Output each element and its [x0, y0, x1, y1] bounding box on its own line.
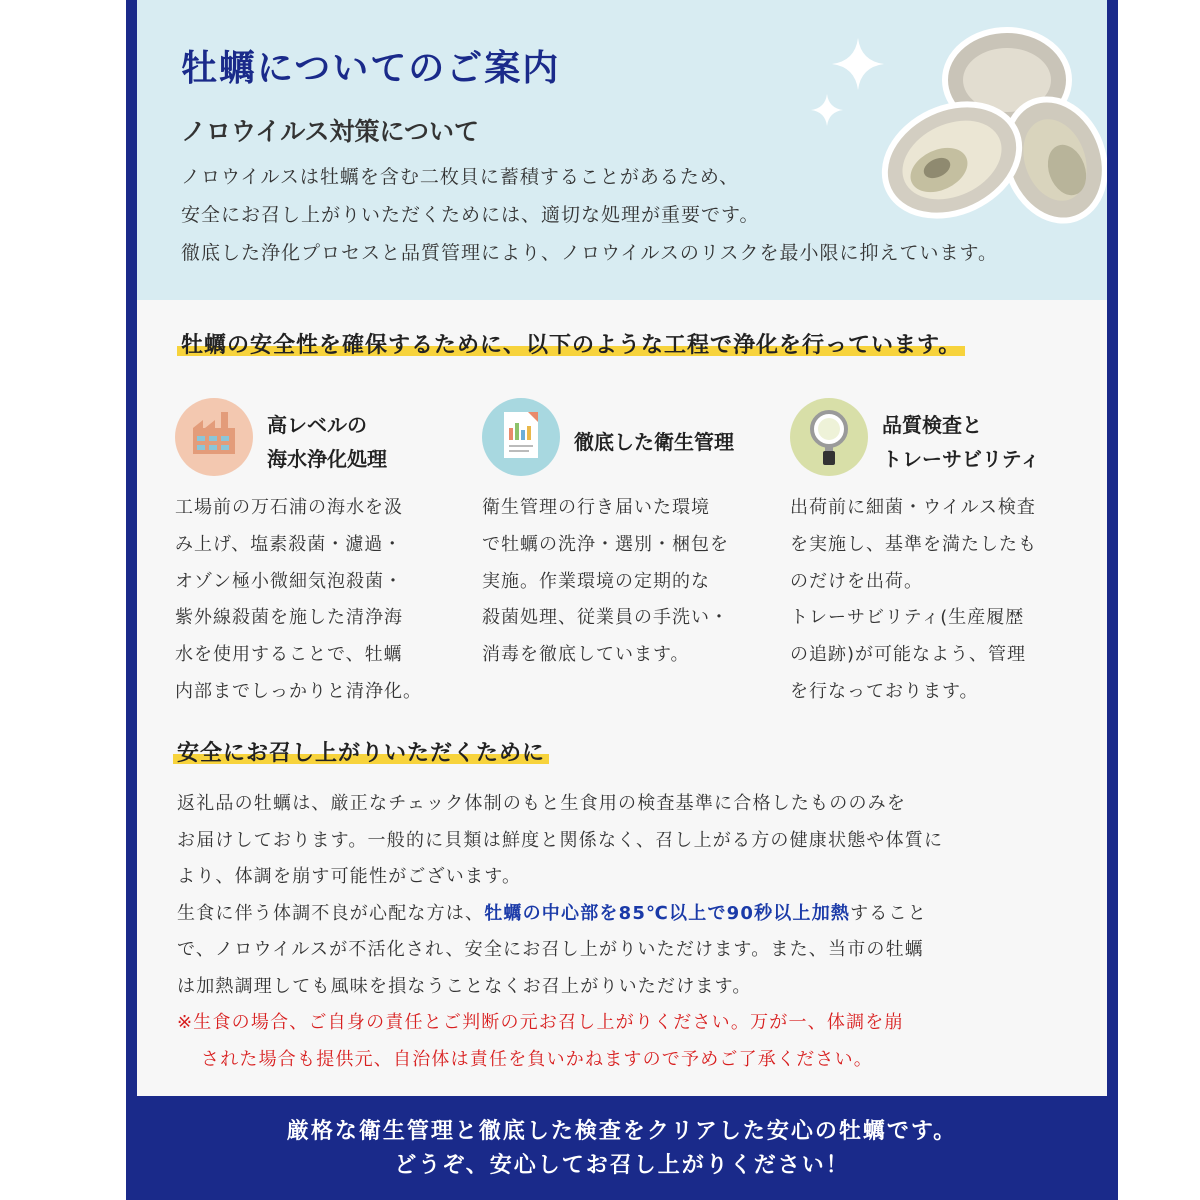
feature-title	[267, 408, 387, 476]
process-heading: 牡蠣の安全性を確保するために、以下のような工程で浄化を行っています。	[177, 328, 965, 359]
feature-text-line: オゾン極小微細気泡殺菌・	[175, 570, 403, 592]
feature-text-line: 紫外線殺菌を施した清浄海	[175, 607, 403, 629]
footer-line: 厳格な衛生管理と徹底した検査をクリアした安心の牡蠣です。	[286, 1119, 958, 1144]
safety-line: は加熱調理しても風味を損なうことなくお召上がりいただけます。	[177, 975, 752, 997]
safety-line: より、体調を崩す可能性がございます。	[177, 866, 522, 887]
content-card	[137, 0, 1107, 1096]
safety-line: で、ノロウイルスが不活化され、安全にお召し上がりいただけます。また、当市の牡蠣	[177, 939, 924, 960]
warning-line: ※生食の場合、ご自身の責任とご判断の元お召し上がりください。万が一、体調を崩	[177, 1012, 904, 1033]
factory-icon	[175, 398, 253, 476]
footer-line: どうぞ、安心してお召し上がりください！	[394, 1153, 850, 1178]
feature-title	[882, 408, 1040, 476]
feature-text-line: 出荷前に細菌・ウイルス検査	[790, 497, 1036, 518]
feature-title-line: 徹底した衛生管理	[574, 430, 734, 454]
feature-text-line: み上げ、塩素殺菌・濾過・	[175, 533, 403, 555]
feature-text-line: 内部までしっかりと清浄化。	[175, 680, 422, 702]
heating-text-after: すること	[850, 902, 927, 924]
feature-title	[574, 425, 734, 459]
intro-section	[137, 0, 1107, 300]
feature-text-line: で牡蠣の洗浄・選別・梱包を	[482, 533, 729, 555]
safety-line-heating	[177, 896, 1077, 933]
feature-text-line: 消毒を徹底しています。	[482, 644, 690, 666]
feature-text-line: を行なっております。	[790, 680, 979, 702]
feature-text-line: 水を使用することで、牡蠣	[175, 644, 403, 666]
warning-line: された場合も提供元、自治体は責任を負いかねますので予めご了承ください。	[201, 1048, 873, 1070]
heating-emphasis: 牡蠣の中心部を85℃以上で90秒以上加熱	[484, 902, 851, 924]
feature-text-line: の追跡)が可能なよう、管理	[790, 644, 1027, 666]
intro-line: 徹底した浄化プロセスと品質管理により、ノロウイルスのリスクを最小限に抑えています。	[181, 242, 998, 264]
feature-title-line: トレーサビリティ	[882, 447, 1040, 471]
feature-text-line: 実施。作業環境の定期的な	[482, 570, 710, 592]
feature-title-line: 高レベルの	[267, 413, 367, 437]
safety-line: お届けしております。一般的に貝類は鮮度と関係なく、召し上がる方の健康状態や体質に	[177, 829, 944, 851]
feature-text-line: のだけを出荷。	[790, 570, 923, 592]
magnifier-icon	[790, 398, 868, 476]
feature-description	[790, 490, 1075, 711]
feature-text-line: 衛生管理の行き届いた環境	[482, 497, 710, 518]
norovirus-subtitle: ノロウイルス対策について	[181, 117, 480, 146]
safety-heading: 安全にお召し上がりいただくために	[173, 736, 549, 767]
feature-text-line: を実施し、基準を満たしたも	[790, 533, 1037, 555]
feature-text-line: 殺菌処理、従業員の手洗い・	[482, 607, 729, 629]
feature-text-line: トレーサビリティ(生産履歴	[790, 607, 1025, 629]
sparkle-icon	[811, 94, 843, 126]
safety-line: 返礼品の牡蠣は、厳正なチェック体制のもと生食用の検査基準に合格したもののみを	[177, 793, 907, 814]
feature-description	[175, 490, 460, 711]
intro-line: ノロウイルスは牡蠣を含む二枚貝に蓄積することがあるため、	[181, 166, 740, 188]
safety-body	[177, 786, 1077, 1078]
heating-text-before: 生食に伴う体調不良が心配な方は、	[177, 902, 485, 924]
intro-line: 安全にお召し上がりいただくためには、適切な処理が重要です。	[181, 204, 760, 226]
feature-text-line: 工場前の万石浦の海水を汲	[175, 497, 403, 518]
feature-description	[482, 490, 767, 674]
report-chart-icon	[482, 398, 560, 476]
footer-banner	[126, 1096, 1118, 1200]
feature-title-line: 海水浄化処理	[267, 447, 387, 471]
oyster-illustration	[857, 20, 1107, 230]
feature-title-line: 品質検査と	[882, 413, 982, 437]
page-title: 牡蠣についてのご案内	[181, 48, 561, 89]
